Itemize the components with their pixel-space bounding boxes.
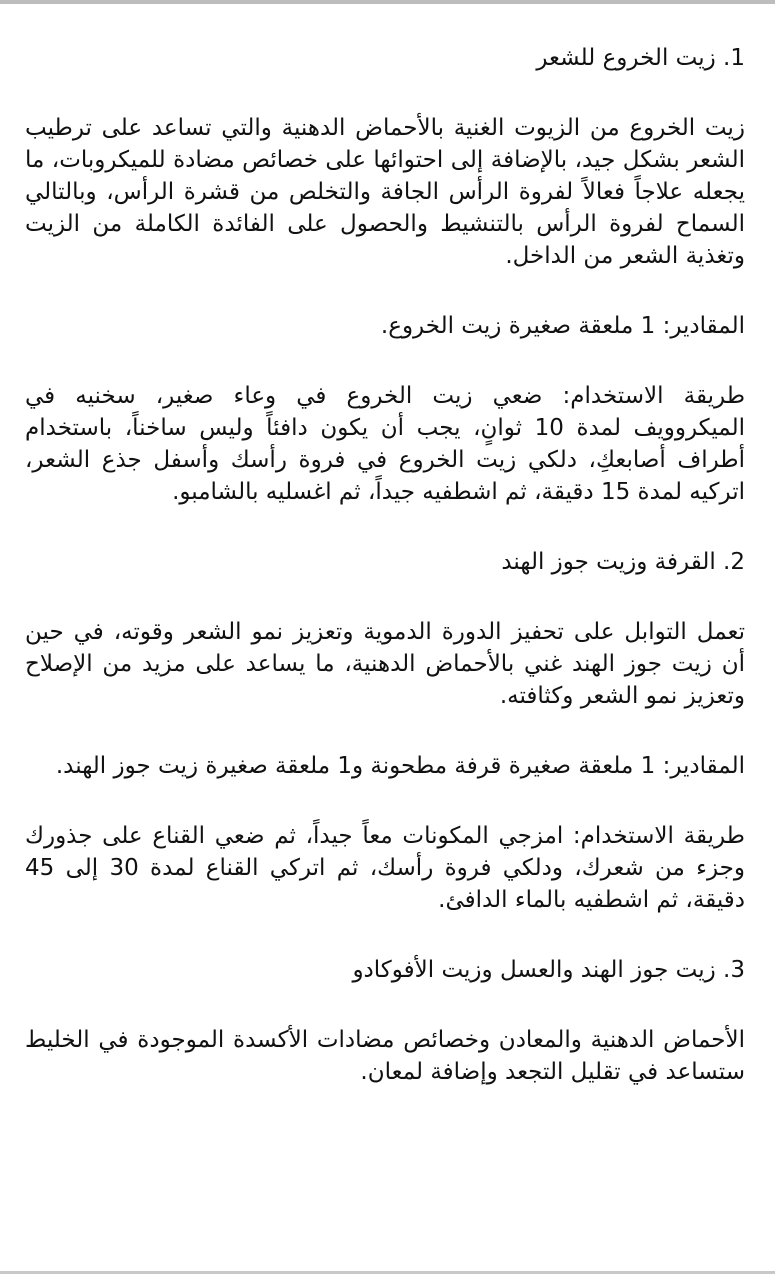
paragraph-castor-oil-intro: زيت الخروع من الزيوت الغنية بالأحماض الدهنية والتي تساعد على ترطيب الشعر بشكل جيد، بالإضافة إلى احتوائها على خصائص مضادة للميكروبات، ما يجعله علاجاً فعالاً لفروة الرأس الجافة والتخلص من قشرة الرأس، وبالتالي السماح لفروة الرأس بالتنشيط والحصول على الفائدة الكاملة من الزيت وتغذية الشعر من الداخل. xyxy=(25,115,745,269)
paragraph-cinnamon-coconut-intro: تعمل التوابل على تحفيز الدورة الدموية وتعزيز نمو الشعر وقوته، في حين أن زيت جوز الهند غني بالأحماض الدهنية، ما يساعد على مزيد من الإصلاح وتعزيز نمو الشعر وكثافته. xyxy=(25,619,745,709)
section-heading-castor-oil: 1. زيت الخروع للشعر xyxy=(536,45,745,71)
paragraph-coconut-honey-avocado-intro: الأحماض الدهنية والمعادن وخصائص مضادات الأكسدة الموجودة في الخليط ستساعد في تقليل التجعد وإضافة لمعان. xyxy=(25,1027,745,1085)
paragraph-cinnamon-coconut-usage: طريقة الاستخدام: امزجي المكونات معاً جيداً، ثم ضعي القناع على جذورك وجزء من شعرك، ودلكي فروة رأسك، ثم اتركي القناع لمدة 30 إلى 45 دقيقة، ثم اشطفيه بالماء الدافئ. xyxy=(25,823,745,913)
paragraph-castor-oil-ingredients: المقادير: 1 ملعقة صغيرة زيت الخروع. xyxy=(380,313,745,339)
paragraph-cinnamon-coconut-ingredients: المقادير: 1 ملعقة صغيرة قرفة مطحونة و1 ملعقة صغيرة زيت جوز الهند. xyxy=(55,753,745,779)
top-divider xyxy=(0,0,775,4)
paragraph-castor-oil-usage: طريقة الاستخدام: ضعي زيت الخروع في وعاء صغير، سخنيه في الميكروويف لمدة 10 ثوانٍ، يجب أن يكون دافئاً وليس ساخناً، باستخدام أطراف أصابعكِ، دلكي زيت الخروع في فروة رأسك وأسفل جذع الشعر، اتركيه لمدة 15 دقيقة، ثم اشطفيه جيداً، ثم اغسليه بالشامبو. xyxy=(25,383,745,505)
bottom-divider xyxy=(0,1271,775,1274)
section-heading-cinnamon-coconut: 2. القرفة وزيت جوز الهند xyxy=(501,549,745,575)
article-body xyxy=(25,42,745,1126)
section-heading-coconut-honey-avocado: 3. زيت جوز الهند والعسل وزيت الأفوكادو xyxy=(352,957,745,983)
